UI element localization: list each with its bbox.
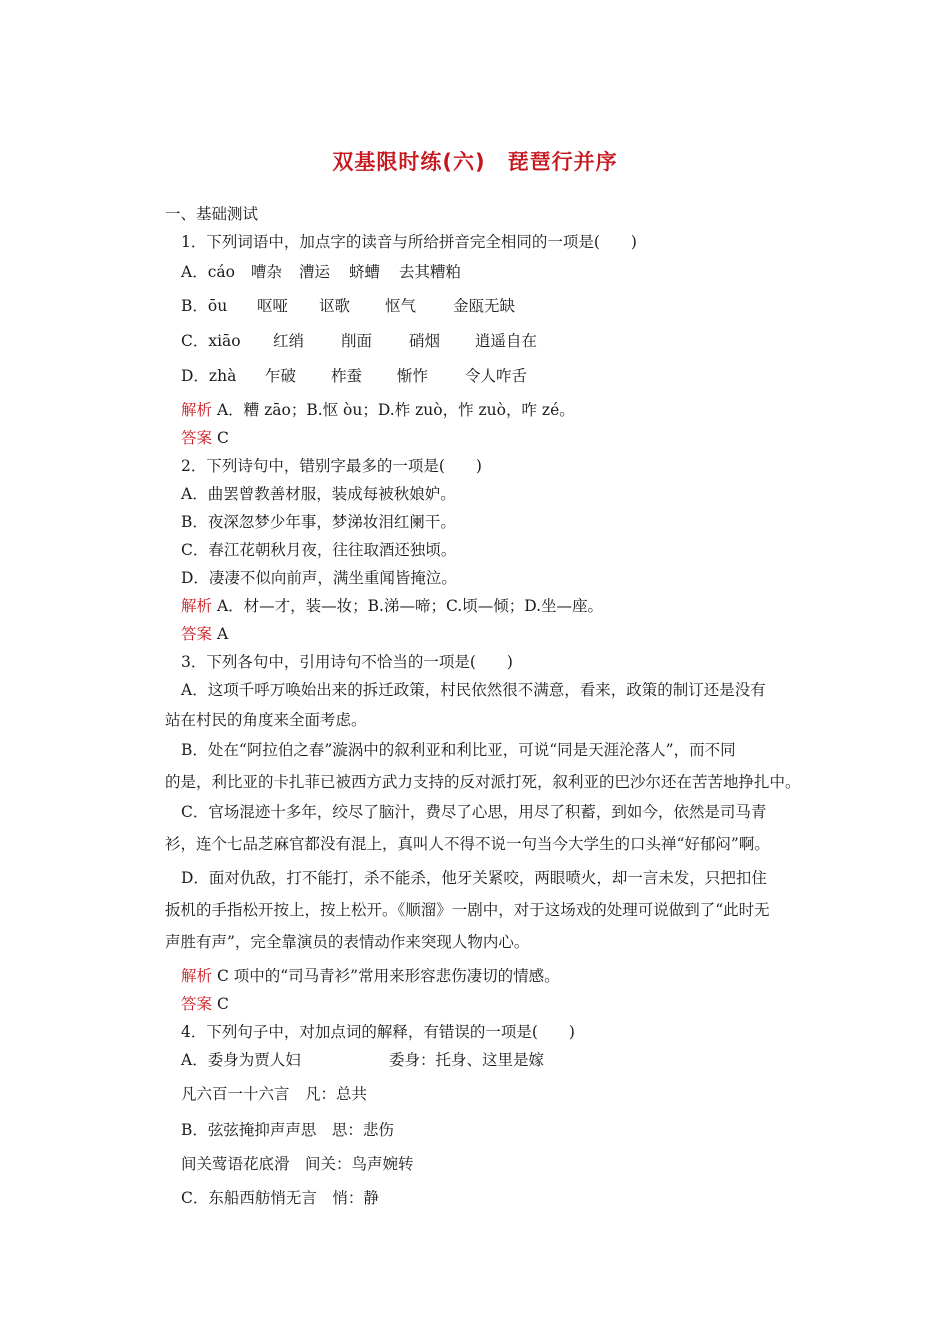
q2-option-a: A．曲罢曾教善材服，装成每被秋娘妒。 bbox=[181, 485, 456, 503]
q3-option-d-line1: D．面对仇敌，打不能打，杀不能杀，他牙关紧咬，两眼喷火，却一言未发，只把扣住 bbox=[181, 869, 767, 887]
analysis-label: 解析 bbox=[181, 967, 213, 985]
q2-option-c: C．春江花朝秋月夜，往往取酒还独顷。 bbox=[181, 541, 457, 559]
q2-option-d: D．凄凄不似向前声，满坐重闻皆掩泣。 bbox=[181, 569, 457, 587]
q4-stem: 4．下列句子中，对加点词的解释，有错误的一项是( ) bbox=[181, 1023, 575, 1041]
q1-answer: 答案 C bbox=[181, 429, 229, 447]
q3-option-d-line2: 扳机的手指松开按上，按上松开。《顺溜》一剧中，对于这场戏的处理可说做到了“此时无 bbox=[165, 901, 770, 919]
q1-option-a: A．cáo 嘈杂 漕运 蛴螬 去其糟粕 bbox=[181, 263, 462, 281]
q3-option-a-line2: 站在村民的角度来全面考虑。 bbox=[165, 711, 367, 729]
answer-label: 答案 bbox=[181, 995, 213, 1013]
section-heading: 一、基础测试 bbox=[165, 205, 259, 223]
analysis-label: 解析 bbox=[181, 401, 213, 419]
q1-analysis: 解析 A．糟 zāo；B.怄 òu；D.柞 zuò，怍 zuò，咋 zé。 bbox=[181, 401, 575, 419]
q1-option-d: D．zhà 乍破 柞蚕 惭怍 令人咋舌 bbox=[181, 367, 528, 385]
answer-label: 答案 bbox=[181, 625, 213, 643]
answer-label: 答案 bbox=[181, 429, 213, 447]
q2-answer: 答案 A bbox=[181, 625, 229, 643]
q3-option-a-line1: A．这项千呼万唤始出来的拆迁政策，村民依然很不满意，看来，政策的制订还是没有 bbox=[181, 681, 766, 699]
q2-option-b: B．夜深忽梦少年事，梦涕妆泪红阑干。 bbox=[181, 513, 456, 531]
q3-option-c-line1: C．官场混迹十多年，绞尽了脑汁，费尽了心思，用尽了积蓄，到如今，依然是司马青 bbox=[181, 803, 767, 821]
q2-analysis: 解析 A．材—才，装—妆；B.涕—啼；C.顷—倾；D.坐—座。 bbox=[181, 597, 604, 615]
q3-option-d-line3: 声胜有声”，完全靠演员的表情动作来突现人物内心。 bbox=[165, 933, 530, 951]
q1-option-c: C．xiāo 红绡 削面 硝烟 逍遥自在 bbox=[181, 332, 538, 350]
q3-option-b-line2: 的是，利比亚的卡扎菲已被西方武力支持的反对派打死，叙利亚的巴沙尔还在苦苦地挣扎中。 bbox=[165, 773, 801, 791]
q2-stem: 2．下列诗句中，错别字最多的一项是( ) bbox=[181, 457, 482, 475]
q4-option-a-line1: A．委身为贾人妇 委身：托身、这里是嫁 bbox=[181, 1051, 545, 1069]
q4-option-b-line1: B．弦弦掩抑声声思 思：悲伤 bbox=[181, 1121, 394, 1139]
q3-analysis: 解析 C 项中的“司马青衫”常用来形容悲伤凄切的情感。 bbox=[181, 967, 560, 985]
q4-option-b-line2: 间关莺语花底滑 间关：鸟声婉转 bbox=[181, 1155, 414, 1173]
q3-option-c-line2: 衫，连个七品芝麻官都没有混上，真叫人不得不说一句当今大学生的口头禅“好郁闷”啊。 bbox=[165, 835, 770, 853]
analysis-label: 解析 bbox=[181, 597, 213, 615]
q3-stem: 3．下列各句中，引用诗句不恰当的一项是( ) bbox=[181, 653, 513, 671]
q4-option-a-line2: 凡六百一十六言 凡：总共 bbox=[181, 1085, 368, 1103]
q1-option-b: B．ōu 呕哑 讴歌 怄气 金瓯无缺 bbox=[181, 297, 516, 315]
q1-stem: 1．下列词语中，加点字的读音与所给拼音完全相同的一项是( ) bbox=[181, 233, 637, 251]
q4-option-c-line1: C．东船西舫悄无言 悄：静 bbox=[181, 1189, 379, 1207]
page-title: 双基限时练(六) 琵琶行并序 bbox=[332, 150, 618, 174]
q3-option-b-line1: B．处在“阿拉伯之春”漩涡中的叙利亚和利比亚，可说“同是天涯沦落人”，而不同 bbox=[181, 741, 736, 759]
q3-answer: 答案 C bbox=[181, 995, 229, 1013]
